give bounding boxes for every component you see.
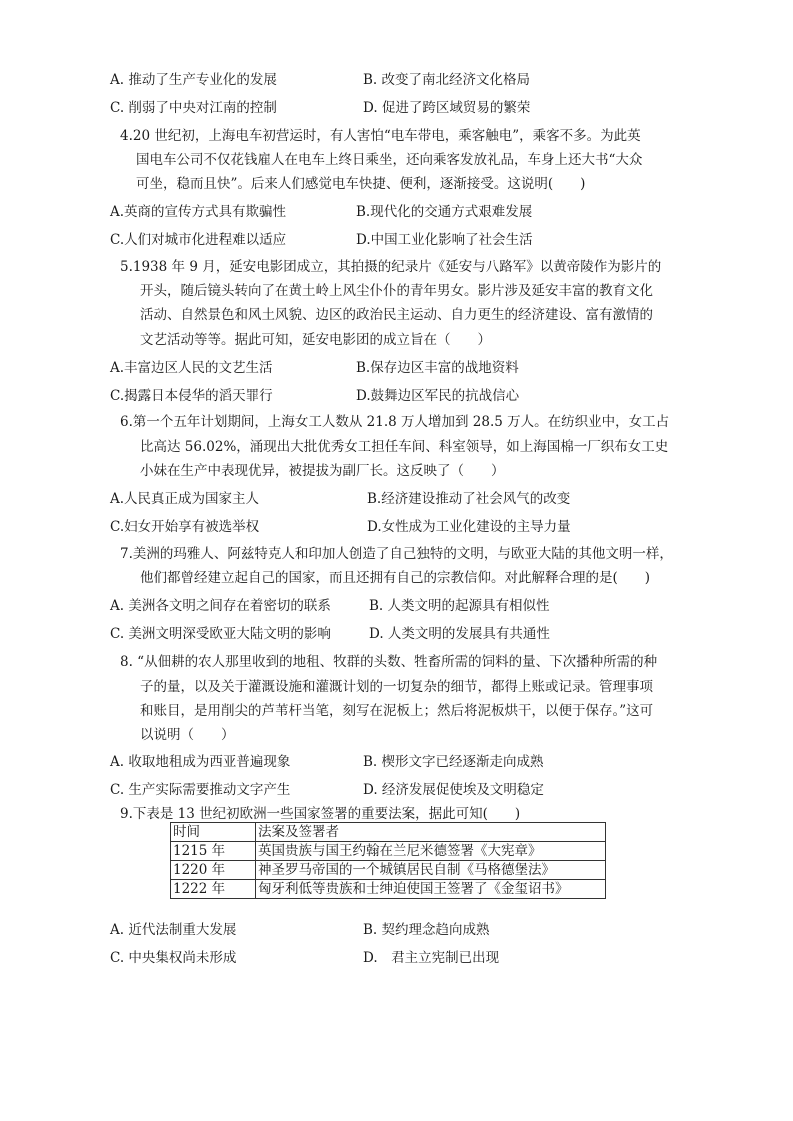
q9-option-b: B. 契约理念趋向成熟 (363, 922, 490, 938)
q7-option-c: C. 美洲文明深受欧亚大陆文明的影响 (110, 626, 331, 642)
q5-option-c: C.揭露日本侵华的滔天罪行 (110, 388, 273, 404)
table-cell-year: 1220 年 (171, 861, 256, 880)
table-header-time: 时间 (171, 823, 256, 842)
q7-stem-line-1: 7.美洲的玛雅人、阿兹特克人和印加人创造了自己独特的文明，与欧亚大陆的其他文明一样， (120, 546, 673, 562)
q8-option-a: A. 收取地租成为西亚普遍现象 (110, 754, 291, 770)
q6-option-c: C.妇女开始享有被选举权 (110, 519, 260, 535)
q3-option-b: B. 改变了南北经济文化格局 (363, 72, 531, 88)
table-cell-law: 匈牙利低等贵族和士绅迫使国王签署了《金玺诏书》 (256, 880, 606, 899)
table-row (171, 880, 606, 899)
table-header-row (171, 823, 606, 842)
q6-option-a: A.人民真正成为国家主人 (110, 491, 260, 507)
q6-stem-line-1: 6.第一个五年计划期间，上海女工人数从 21.8 万人增加到 28.5 万人。在纺织业中，女工占 (120, 414, 670, 430)
q7-stem-line-2: 他们都曾经建立起自己的国家，而且还拥有自己的宗教信仰。对此解释合理的是( ) (140, 570, 651, 586)
q5-option-a: A.丰富边区人民的文艺生活 (110, 360, 273, 376)
q4-stem-line-2: 国电车公司不仅花钱雇人在电车上终日乘坐，还向乘客发放礼品，车身上还大书“大众 (136, 152, 643, 168)
table-cell-law: 神圣罗马帝国的一个城镇居民自制《马格德堡法》 (256, 861, 606, 880)
q4-stem-line-3: 可坐，稳而且快”。后来人们感觉电车快捷、便利，逐渐接受。这说明( ) (136, 176, 586, 192)
q4-option-b: B.现代化的交通方式艰难发展 (356, 204, 533, 220)
q8-stem-line-4: 以说明（ ） (140, 727, 235, 743)
q8-stem-line-1: 8. “从佃耕的农人那里收到的地租、牧群的头数、牲畜所需的饲料的量、下次播种所需的种 (120, 654, 658, 670)
q6-stem-line-3: 小妹在生产中表现优异，被提拔为副厂长。这反映了（ ） (140, 463, 505, 479)
q6-option-d: D.女性成为工业化建设的主导力量 (367, 519, 571, 535)
table-row (171, 842, 606, 861)
q9-option-d: D. 君主立宪制已出现 (363, 950, 500, 966)
q5-option-d: D.鼓舞边区军民的抗战信心 (356, 388, 520, 404)
q5-stem-line-2: 开头，随后镜头转向了在黄土岭上风尘仆仆的青年男女。影片涉及延安丰富的教育文化 (140, 283, 653, 299)
q7-option-a: A. 美洲各文明之间存在着密切的联系 (110, 598, 331, 614)
q3-option-d: D. 促进了跨区域贸易的繁荣 (363, 100, 531, 116)
q3-option-c: C. 削弱了中央对江南的控制 (110, 100, 277, 116)
q4-option-d: D.中国工业化影响了社会生活 (356, 232, 533, 248)
q4-stem-line-1: 4.20 世纪初，上海电车初营运时，有人害怕“电车带电，乘客触电”，乘客不多。为此英 (120, 128, 641, 144)
q8-option-d: D. 经济发展促使埃及文明稳定 (363, 782, 544, 798)
q5-option-b: B.保存边区丰富的战地资料 (356, 360, 519, 376)
table-cell-year: 1215 年 (171, 842, 256, 861)
q6-option-b: B.经济建设推动了社会风气的改变 (367, 491, 571, 507)
q9-option-a: A. 近代法制重大发展 (110, 922, 237, 938)
q9-option-c: C. 中央集权尚未形成 (110, 950, 237, 966)
q4-option-a: A.英商的宣传方式具有欺骗性 (110, 204, 287, 220)
q6-stem-line-2: 比高达 56.02%，涌现出大批优秀女工担任车间、科室领导，如上海国棉一厂织布女工史 (140, 439, 669, 455)
q5-stem-line-1: 5.1938 年 9 月，延安电影团成立，其拍摄的纪录片《延安与八路军》以黄帝陵作为影片的 (120, 259, 662, 275)
law-table (170, 822, 606, 899)
table-cell-law: 英国贵族与国王约翰在兰尼米德签署《大宪章》 (256, 842, 606, 861)
q8-stem-line-3: 和账目，是用削尖的芦苇杆当笔，刻写在泥板上；然后将泥板烘干，以便于保存。”这可 (140, 703, 654, 719)
q8-option-c: C. 生产实际需要推动文字产生 (110, 782, 291, 798)
table-row (171, 861, 606, 880)
table-cell-year: 1222 年 (171, 880, 256, 899)
q4-option-c: C.人们对城市化进程难以适应 (110, 232, 287, 248)
q7-option-d: D. 人类文明的发展具有共通性 (369, 626, 550, 642)
table-header-law: 法案及签署者 (256, 823, 606, 842)
q3-option-a: A. 推动了生产专业化的发展 (110, 72, 277, 88)
q8-option-b: B. 楔形文字已经逐渐走向成熟 (363, 754, 544, 770)
q7-option-b: B. 人类文明的起源具有相似性 (369, 598, 550, 614)
q9-stem: 9.下表是 13 世纪初欧洲一些国家签署的重要法案，据此可知( ) (120, 806, 521, 822)
q5-stem-line-3: 活动、自然景色和风土风貌、边区的政治民主运动、自力更生的经济建设、富有激情的 (140, 307, 653, 323)
q8-stem-line-2: 子的量，以及关于灌溉设施和灌溉计划的一切复杂的细节，都得上账或记录。管理事项 (140, 679, 653, 695)
q5-stem-line-4: 文艺活动等等。据此可知，延安电影团的成立旨在（ ） (140, 332, 491, 348)
